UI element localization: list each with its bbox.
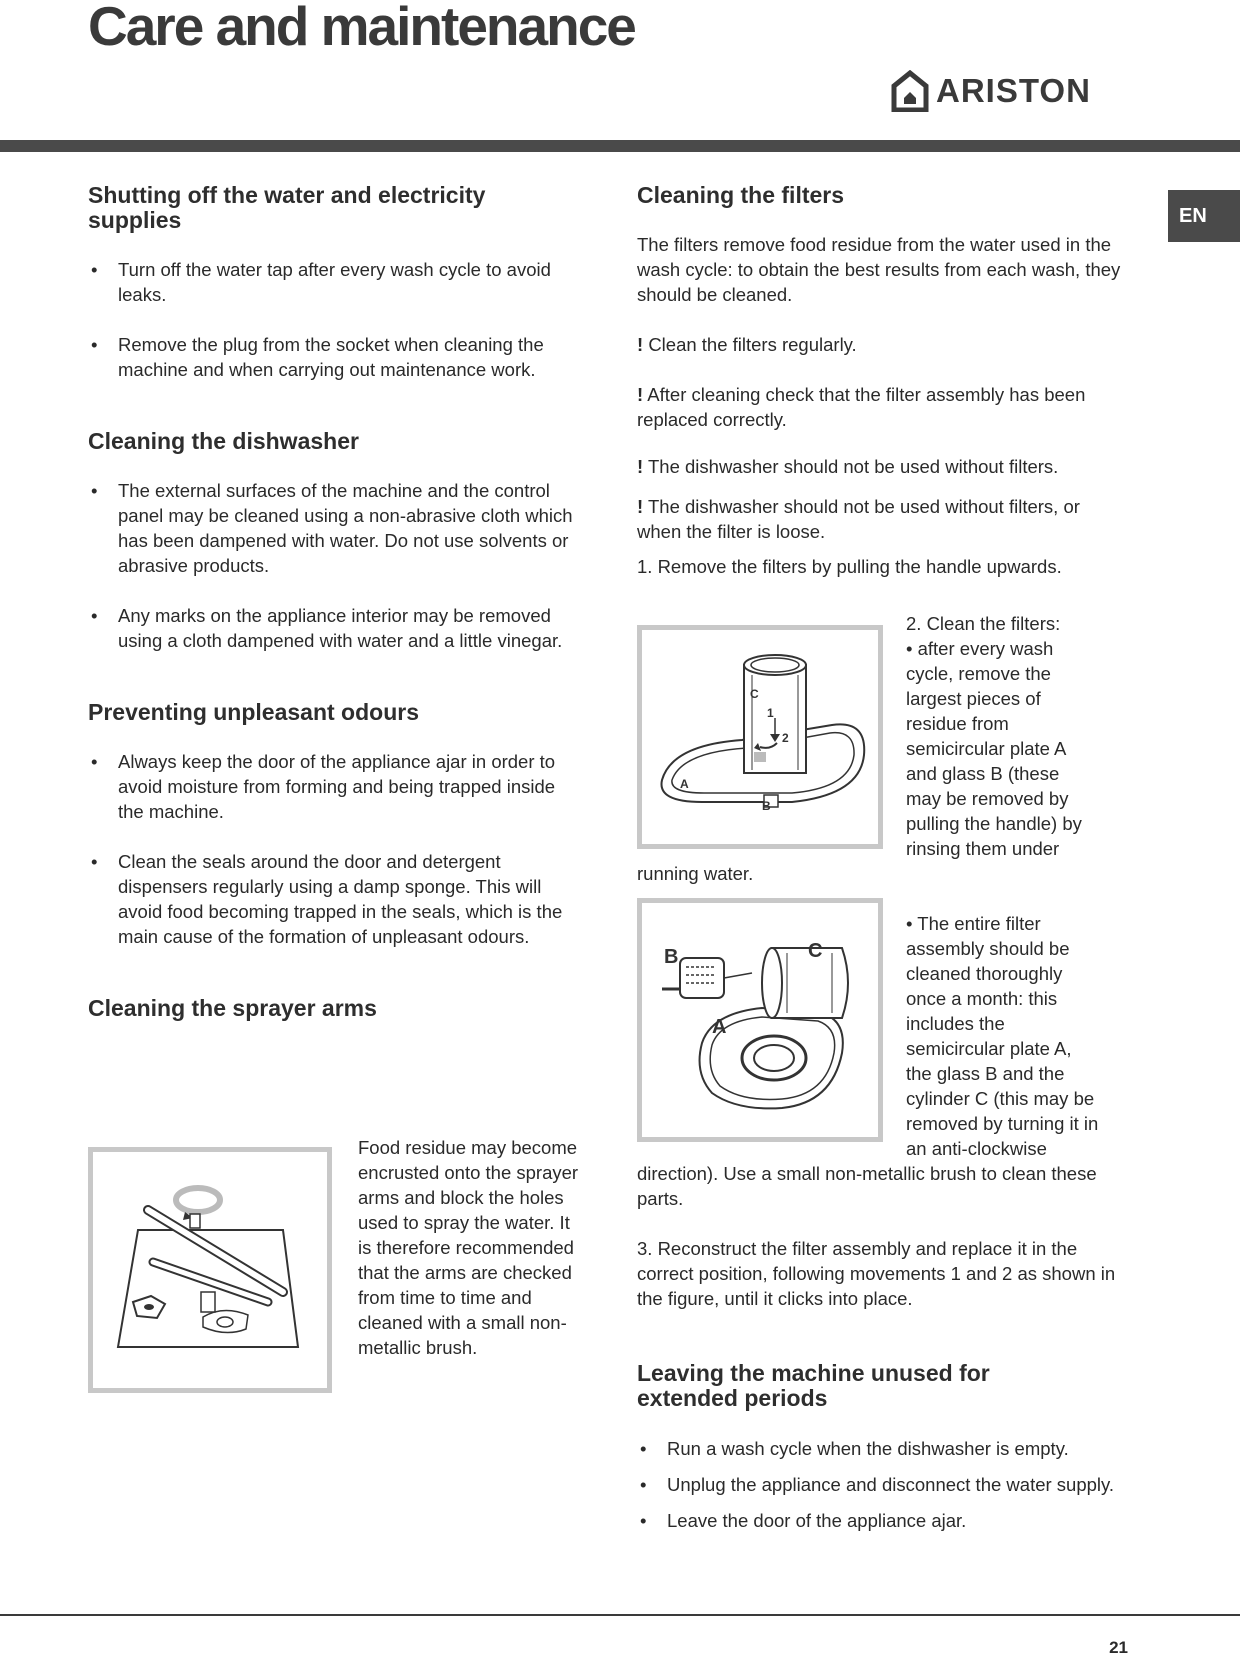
- list-item: • Unplug the appliance and disconnect the water supply.: [637, 1472, 1129, 1497]
- preventing-odours-list: [88, 749, 573, 949]
- filter-removal-figure: [637, 625, 883, 849]
- label-a: A: [712, 1016, 727, 1038]
- warning-2: ! After cleaning check that the filter assembly has been replaced correctly.: [637, 384, 1086, 430]
- sprayer-arm-illustration: [93, 1152, 327, 1388]
- label-c: C: [750, 687, 759, 701]
- heading-preventing-odours: Preventing unpleasant odours: [88, 699, 419, 725]
- label-c: C: [808, 940, 823, 962]
- heading-sprayer-arms: Cleaning the sprayer arms: [88, 995, 377, 1021]
- list-item: • Always keep the door of the appliance ajar in order to avoid moisture from forming and being trapped inside the machine.: [88, 749, 573, 824]
- warning-3: ! The dishwasher should not be used without filters.: [637, 456, 1059, 477]
- heading-cleaning-filters: Cleaning the filters: [637, 182, 845, 208]
- label-2: 2: [782, 731, 789, 745]
- label-b: B: [664, 946, 679, 968]
- house-icon: [890, 70, 930, 112]
- page-number: 21: [1109, 1638, 1128, 1657]
- cleaning-dishwasher-list: [88, 478, 573, 653]
- list-item: • Leave the door of the appliance ajar.: [637, 1508, 1129, 1533]
- heading-shutting-off: Shutting off the water and electricity supplies: [88, 182, 486, 233]
- list-item: • Any marks on the appliance interior may be removed using a cloth dampened with water and a little vinegar.: [88, 603, 573, 653]
- step-2b-text: • The entire filter assembly should be cleaned thoroughly once a month: this includes the semicircular plate A, the glass B and the cylinder C (this may be removed by turning it in an anti-clockwise: [906, 913, 1099, 1159]
- heading-leaving-unused: Leaving the machine unused for extended periods: [637, 1360, 990, 1411]
- shutting-off-list: [88, 257, 573, 382]
- step-2-end: running water.: [637, 863, 754, 884]
- sprayer-arms-text: Food residue may become encrusted onto the sprayer arms and block the holes used to spray the water. It is therefore recommended that the arms are checked from time to time and cleaned with a small non-metallic brush.: [358, 1137, 579, 1358]
- list-item: • Run a wash cycle when the dishwasher is empty.: [637, 1436, 1129, 1461]
- brand-name: ARISTON: [936, 72, 1091, 109]
- list-item: • The external surfaces of the machine and the control panel may be cleaned using a non-abrasive cloth which has been dampened with water. Do not use solvents or abrasive products.: [88, 478, 573, 578]
- filters-intro: The filters remove food residue from the water used in the wash cycle: to obtain the best results from each wash, they should be cleaned.: [637, 234, 1121, 305]
- footer-divider: [0, 1614, 1240, 1616]
- label-1: 1: [767, 706, 774, 720]
- leaving-unused-list: [637, 1436, 1129, 1533]
- heading-cleaning-dishwasher: Cleaning the dishwasher: [88, 428, 359, 454]
- warning-1: ! Clean the filters regularly.: [637, 334, 857, 355]
- filter-removal-illustration: [642, 630, 878, 844]
- step-3: 3. Reconstruct the filter assembly and replace it in the correct position, following movements 1 and 2 as shown in the figure, until it clicks into place.: [637, 1238, 1116, 1309]
- list-item: • Turn off the water tap after every wash cycle to avoid leaks.: [88, 257, 573, 307]
- label-a: A: [680, 777, 689, 791]
- right-column: [637, 182, 1127, 1531]
- filter-assembly-figure: [637, 898, 883, 1142]
- sprayer-arm-figure: [88, 1147, 332, 1393]
- list-item: • Remove the plug from the socket when cleaning the machine and when carrying out maintenance work.: [88, 332, 573, 382]
- header-divider: [0, 140, 1240, 152]
- step-2b-end: direction). Use a small non-metallic brush to clean these parts.: [637, 1163, 1097, 1209]
- language-tab: EN: [1168, 190, 1240, 242]
- warning-4: ! The dishwasher should not be used without filters, or when the filter is loose.: [637, 496, 1080, 542]
- step-2-text: 2. Clean the filters: • after every wash cycle, remove the largest pieces of residue from semicircular plate A and glass B (these may be removed by pulling the handle) by rinsing them under: [906, 613, 1082, 859]
- filter-assembly-illustration: [642, 903, 878, 1137]
- left-column: [88, 182, 579, 1358]
- page-title: Care and maintenance: [88, 0, 635, 57]
- step-1: 1. Remove the filters by pulling the handle upwards.: [637, 556, 1062, 577]
- label-b: B: [762, 799, 771, 813]
- list-item: • Clean the seals around the door and detergent dispensers regularly using a damp sponge. This will avoid food becoming trapped in the seals, which is the main cause of the formation of unpleasant odours.: [88, 849, 573, 949]
- ariston-logo: [890, 70, 1130, 114]
